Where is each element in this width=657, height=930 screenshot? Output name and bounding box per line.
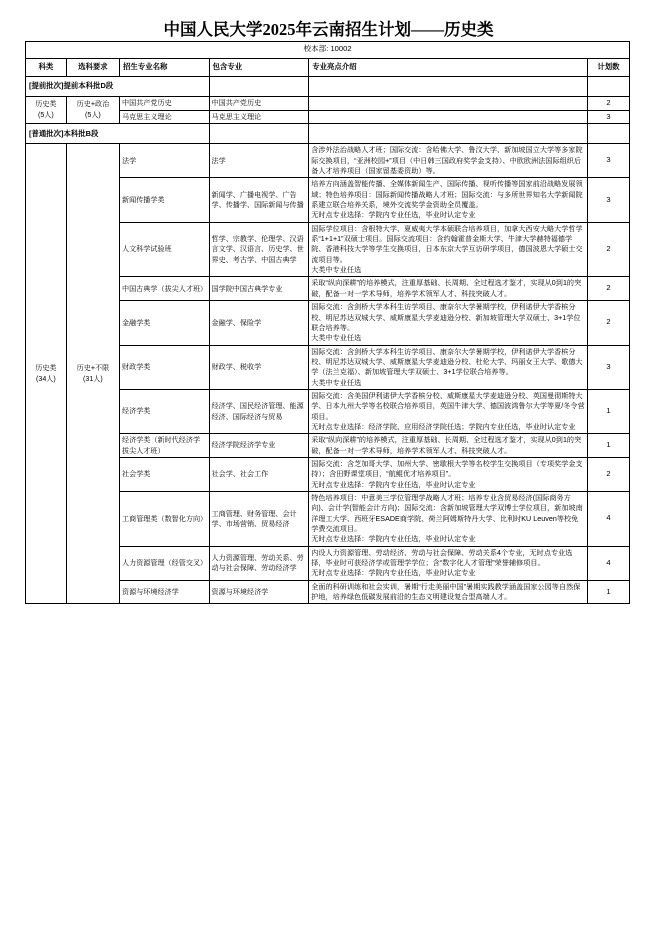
included-majors-cell: 金融学、保险学 (209, 301, 309, 345)
header-category: 科类 (26, 58, 67, 76)
plan-count-cell: 1 (587, 389, 629, 433)
plan-count-cell: 3 (587, 345, 629, 389)
header-included-majors: 包含专业 (209, 58, 309, 76)
highlights-cell: 内设人力资源管理、劳动经济、劳动与社会保障、劳动关系4个专业，无时点专业选择，毕业时可获经济学或管理学学位；含“数字化人才管理”荣誉辅修项目。 无时点专业选择：学院内专业任选，毕业时认定专业 (309, 546, 588, 580)
section-spacer-contain (209, 124, 309, 144)
category-line-2: (34人) (36, 374, 56, 383)
highlights-cell: 国际学位项目：含根特大学、夏威夷大学本硕联合培养项目，加拿大西安大略大学哲学系“1+1+1”双硕士项目。国际交流项目：含约翰霍普金斯大学、牛津大学赫特福德学院、香港科技大学等学生交换项目，日本东京大学互访研学项目，德国波恩大学硕士交流项目等。 大类中专业任选 (309, 222, 588, 277)
major-name-cell: 经济学类（新时代经济学拔尖人才班） (120, 434, 210, 458)
major-name-cell: 法学 (120, 144, 210, 178)
included-majors-cell: 人力资源管理、劳动关系、劳动与社会保障、劳动经济学 (209, 546, 309, 580)
plan-count-cell: 2 (587, 96, 629, 110)
major-name-cell: 人文科学试验班 (120, 222, 210, 277)
highlights-cell: 培养方向涵盖智能传播、全媒体新闻生产、国际传播、视听传播等国家前沿战略发展领域；特色培养项目：国际新闻传播战略人才班；国际交流：与多所世界知名大学新闻院系建立联合培养关系，境外交流奖学金资助全员覆盖。 无时点专业选择：学院内专业任选，毕业时认定专业 (309, 178, 588, 222)
major-name-cell: 工商管理类（数智化方向） (120, 492, 210, 547)
subject-requirement-cell (66, 96, 119, 124)
highlights-cell: 含涉外法治战略人才班；国际交流：含哈佛大学、鲁汶大学、新加坡国立大学等多家院际交换项目，“亚洲校园+”项目（中日韩三国政府奖学金支持）、中欧欧洲法国际组织后备人才培养项目（国家留基委资助）等。 (309, 144, 588, 178)
included-majors-cell: 哲学、宗教学、伦理学、汉语言文学、汉语言、历史学、世界史、考古学、中国古典学 (209, 222, 309, 277)
included-majors-cell: 法学 (209, 144, 309, 178)
table-header-row (26, 58, 630, 76)
category-cell (26, 96, 67, 124)
highlights-cell: 国际交流：含芝加哥大学、加州大学、密歇根大学等名校学生交换项目（专项奖学金支持）；含田野课堂项目，“航鲲优才培养项目”。 无时点专业选择：学院内专业任选，毕业时认定专业 (309, 457, 588, 491)
highlights-cell: 国际交流：含美国伊利诺伊大学香槟分校、威斯康星大学麦迪逊分校、英国曼彻斯特大学、日本九州大学等名校联合培养项目，英国牛津大学、德国波鸿鲁尔大学等夏/冬令营项目。 无时点专业选择：经济学院、应用经济学院任选；学院内专业任选，毕业时认定专业 (309, 389, 588, 433)
plan-count-cell: 4 (587, 546, 629, 580)
plan-count-cell: 3 (587, 110, 629, 124)
section-label: [普通批次]本科批B段 (26, 124, 210, 144)
header-highlights: 专业亮点介绍 (309, 58, 588, 76)
header-plan-count: 计划数 (587, 58, 629, 76)
plan-count-cell: 1 (587, 434, 629, 458)
major-name-cell: 金融学类 (120, 301, 210, 345)
major-name-cell: 人力资源管理（经管交叉） (120, 546, 210, 580)
campus-code-cell: 校本部: 10002 (26, 42, 630, 59)
category-line-1: 历史类 (35, 100, 57, 109)
highlights-cell (309, 96, 588, 110)
section-spacer-high (309, 76, 588, 96)
table-row (26, 144, 630, 178)
section-spacer-contain (209, 76, 309, 96)
major-name-cell: 新闻传播学类 (120, 178, 210, 222)
subject-requirement-cell (66, 144, 119, 604)
included-majors-cell: 工商管理、财务管理、会计学、市场营销、贸易经济 (209, 492, 309, 547)
included-majors-cell: 社会学、社会工作 (209, 457, 309, 491)
admission-plan-table (25, 41, 630, 604)
plan-count-cell: 2 (587, 457, 629, 491)
category-line-1: 历史类 (35, 363, 57, 372)
included-majors-cell: 财政学、税收学 (209, 345, 309, 389)
section-label: [提前批次]提前本科批D段 (26, 76, 210, 96)
page-title: 中国人民大学2025年云南招生计划——历史类 (163, 20, 494, 39)
category-cell (26, 144, 67, 604)
included-majors-cell: 经济学院经济学专业 (209, 434, 309, 458)
highlights-cell: 国际交流：含剑桥大学本科生访学项目、康奈尔大学暑期学校，伊利诺伊大学香槟分校、明尼苏达双城大学、威斯康星大学麦迪逊分校、新加坡管理大学双硕士、3+1学位联合培养等。 大类中专业任选 (309, 301, 588, 345)
plan-count-cell: 1 (587, 580, 629, 604)
highlights-cell: 特色培养项目：中意美三学位管理学战略人才班；培养专业含贸易经济(国际商务方向)、会计学(智能会计方向)；国际交流：含新加坡管理大学双博士学位项目，新加坡南洋理工大学、西班牙ESADE商学院、荷兰阿姆斯特丹大学、比利时KU Leuven等校免学费交流项目。 无时点专业选择：学院内专业任选，毕业时认定专业 (309, 492, 588, 547)
table-row (26, 96, 630, 110)
included-majors-cell: 资源与环境经济学 (209, 580, 309, 604)
section-spacer-plan (587, 124, 629, 144)
plan-count-cell: 3 (587, 144, 629, 178)
category-line-2: (5人) (38, 111, 54, 120)
campus-code-row (26, 42, 630, 59)
section-spacer-plan (587, 76, 629, 96)
major-name-cell: 马克思主义理论 (120, 110, 210, 124)
included-majors-cell: 新闻学、广播电视学、广告学、传播学、国际新闻与传播 (209, 178, 309, 222)
section-header-row (26, 76, 630, 96)
plan-count-cell: 4 (587, 492, 629, 547)
major-name-cell: 财政学类 (120, 345, 210, 389)
highlights-cell: 采取“纵向深耕”的培养模式，注重厚基础、长周期、全过程选才鉴才，实现从0到1的突破，配备一对一学术导师，培养学术领军人才、科技突破人才。 (309, 434, 588, 458)
included-majors-cell: 国学院中国古典学专业 (209, 277, 309, 301)
section-spacer-high (309, 124, 588, 144)
subject-requirement-line-2: (31人) (83, 374, 103, 383)
plan-count-cell: 2 (587, 222, 629, 277)
header-major-name: 招生专业名称 (120, 58, 210, 76)
highlights-cell: 全面的科研训练和社会实训，暑期“行走美丽中国”暑期实践教学涵盖国家公园等自然保护地，培养绿色低碳发展前沿的生态文明建设复合型高端人才。 (309, 580, 588, 604)
plan-count-cell: 2 (587, 301, 629, 345)
plan-count-cell: 2 (587, 277, 629, 301)
major-name-cell: 经济学类 (120, 389, 210, 433)
highlights-cell: 国际交流：含剑桥大学本科生访学项目、康奈尔大学暑期学校，伊利诺伊大学香槟分校、明尼苏达双城大学、威斯康星大学麦迪逊分校、杜伦大学、玛丽女王大学、歌德大学（法兰克福）、新加坡管理大学双硕士、3+1学位联合培养等。 大类中专业任选 (309, 345, 588, 389)
included-majors-cell: 马克思主义理论 (209, 110, 309, 124)
major-name-cell: 中国古典学（拔尖人才班） (120, 277, 210, 301)
subject-requirement-line-1: 历史+政治 (76, 100, 110, 109)
admission-plan-table-wrapper (25, 41, 630, 604)
section-header-row (26, 124, 630, 144)
subject-requirement-line-1: 历史+不限 (76, 363, 110, 372)
subject-requirement-line-2: (5人) (85, 111, 101, 120)
major-name-cell: 社会学类 (120, 457, 210, 491)
plan-count-cell: 3 (587, 178, 629, 222)
header-subject-requirement: 选科要求 (66, 58, 119, 76)
highlights-cell: 采取“纵向深耕”的培养模式，注重厚基础、长周期、全过程选才鉴才，实现从0到1的突破，配备一对一学术导师，培养学术领军人才、科技突破人才。 (309, 277, 588, 301)
major-name-cell: 中国共产党历史 (120, 96, 210, 110)
included-majors-cell: 中国共产党历史 (209, 96, 309, 110)
included-majors-cell: 经济学、国民经济管理、能源经济、国际经济与贸易 (209, 389, 309, 433)
highlights-cell (309, 110, 588, 124)
major-name-cell: 资源与环境经济学 (120, 580, 210, 604)
